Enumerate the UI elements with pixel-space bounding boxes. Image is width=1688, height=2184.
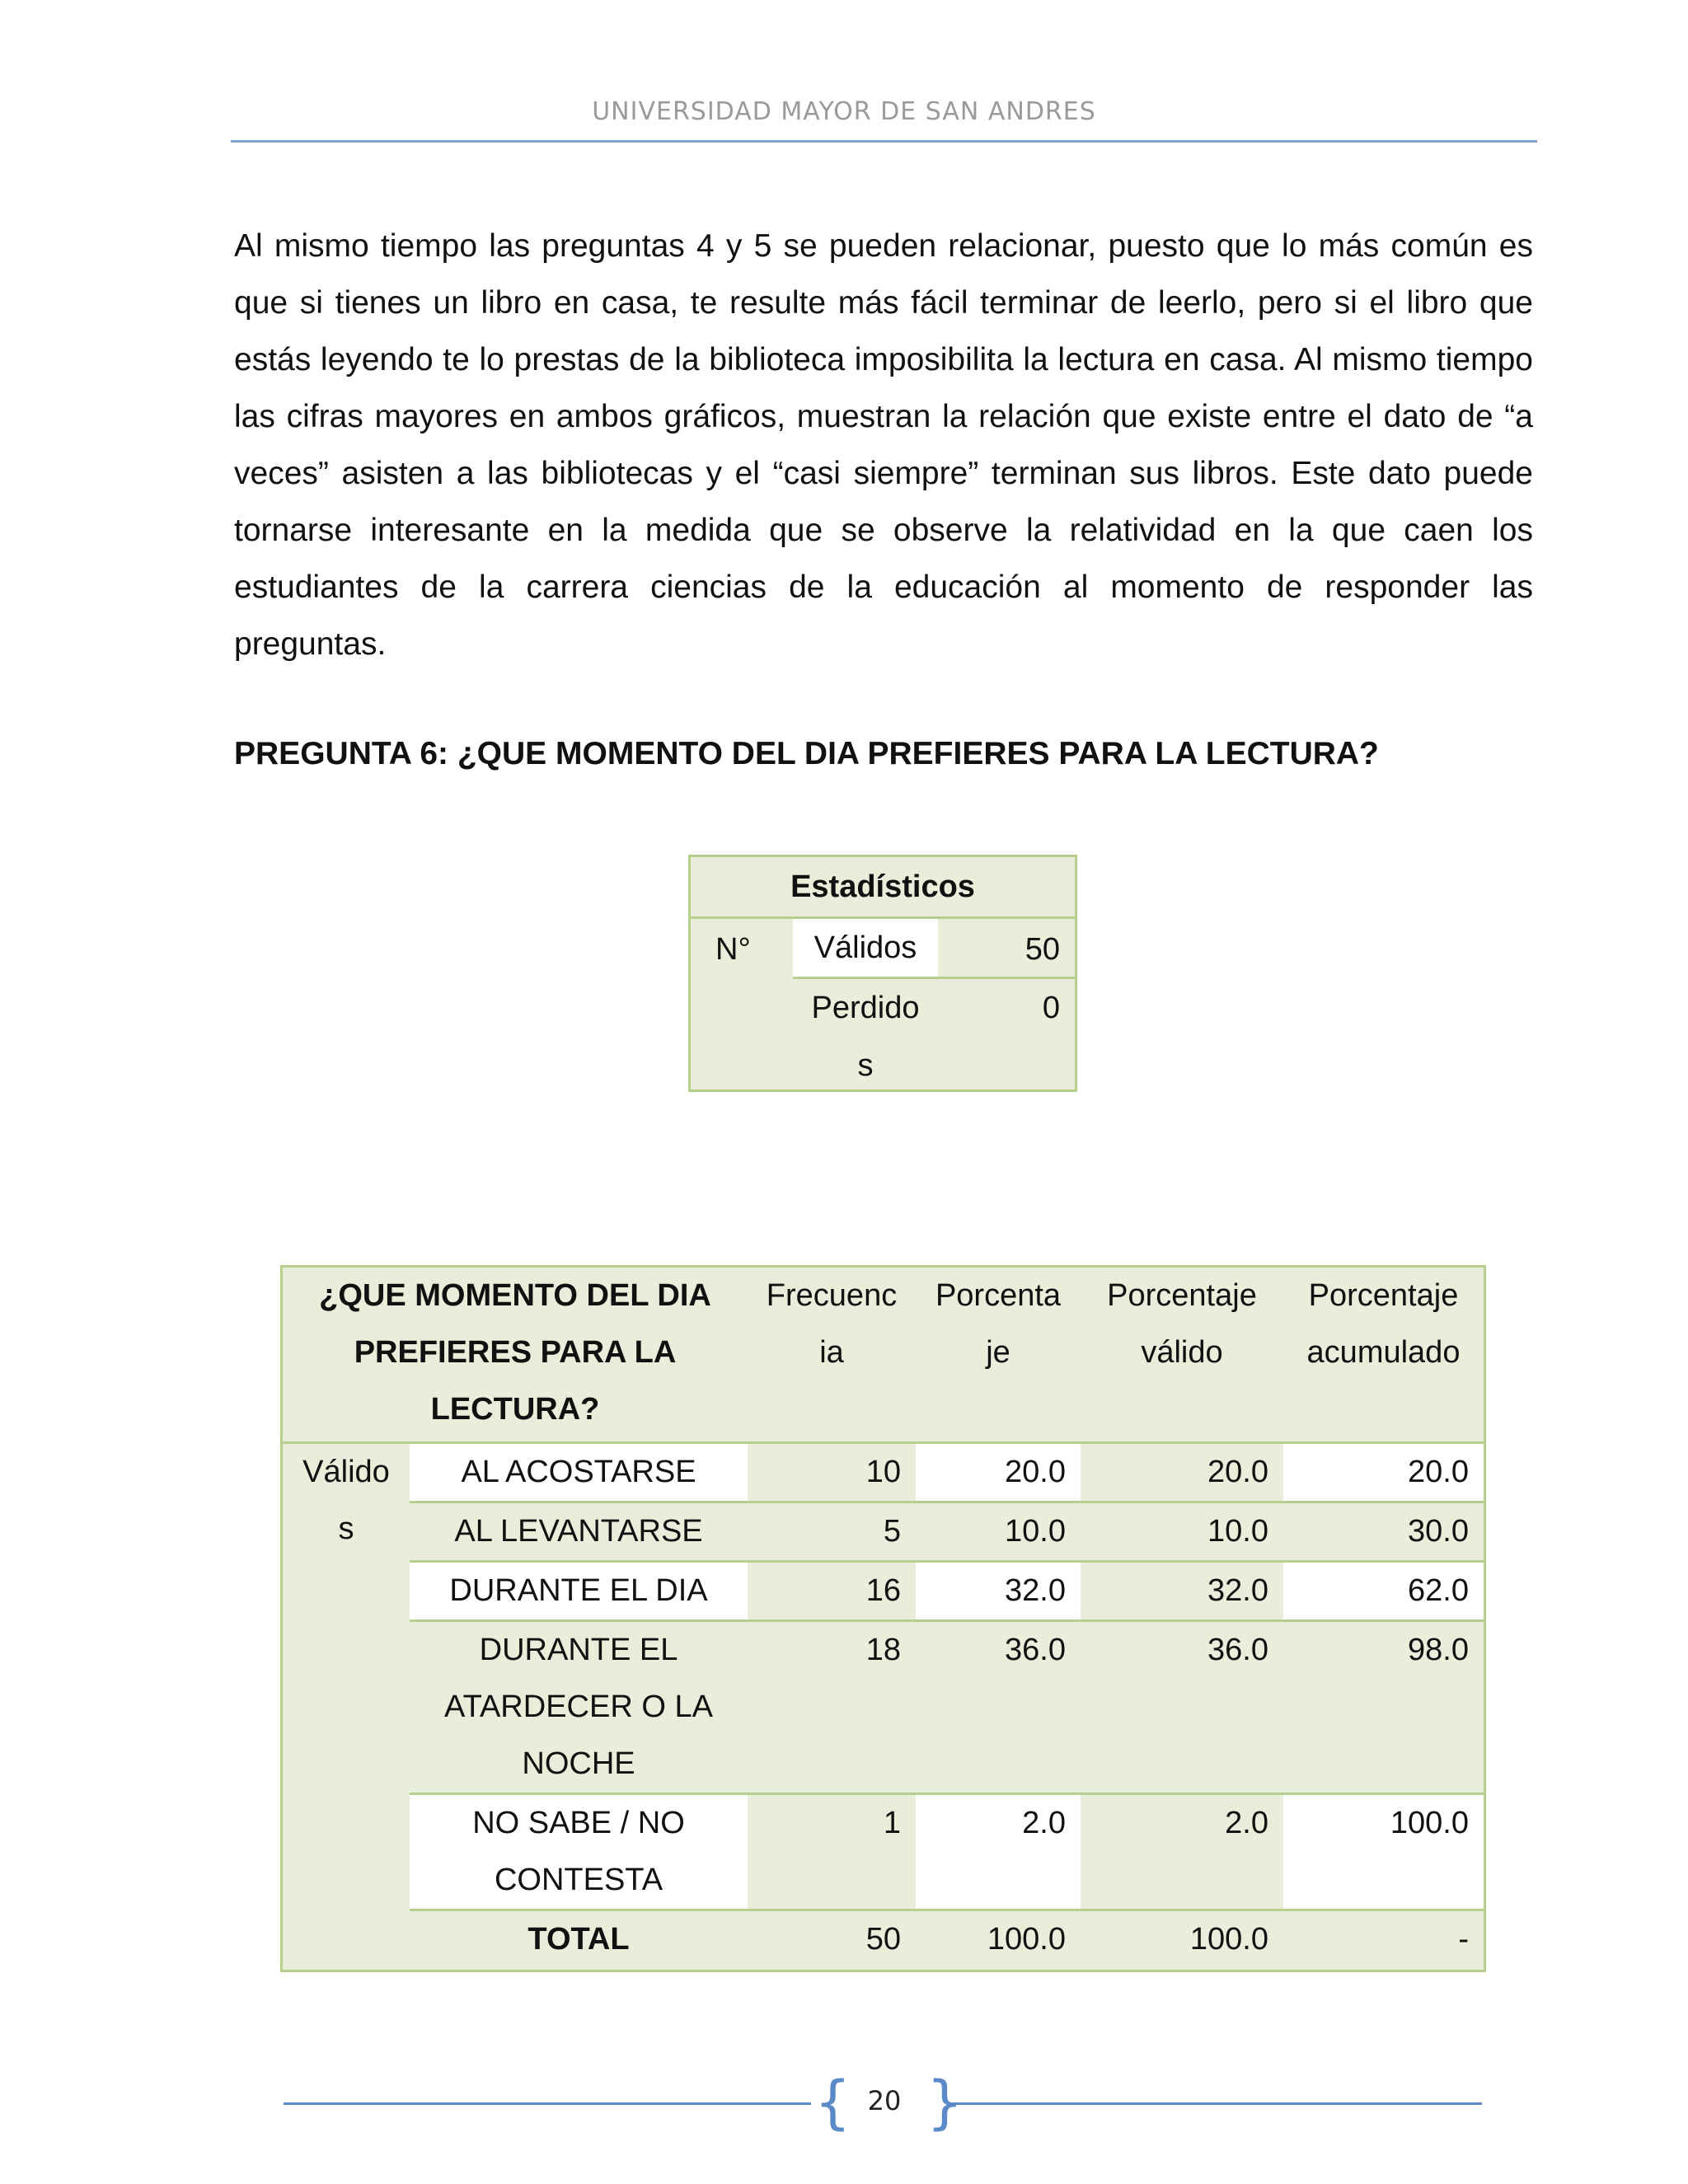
table-row-pct: 10.0	[1005, 1514, 1066, 1549]
table-row-pct: 32.0	[1005, 1573, 1066, 1608]
group-label-line2: s	[338, 1511, 354, 1546]
header-percent-line1: Porcenta	[935, 1278, 1062, 1313]
table-row-label: DURANTE EL DIA	[449, 1573, 708, 1608]
total-pct: 100.0	[987, 1922, 1066, 1957]
table-row-valid: 20.0	[1207, 1455, 1268, 1489]
page-number: 20	[867, 2085, 902, 2116]
table-row-cum: 100.0	[1390, 1806, 1469, 1840]
group-label	[283, 1444, 410, 1558]
table-row-label	[410, 1622, 748, 1793]
header-valid-percent	[1081, 1268, 1283, 1381]
table-row-freq: 18	[865, 1633, 901, 1667]
total-cum: -	[1458, 1922, 1469, 1957]
table-row-valid: 32.0	[1207, 1573, 1268, 1608]
header-cumulative-percent	[1283, 1268, 1484, 1381]
left-brace-icon: {	[814, 2069, 851, 2136]
right-brace-icon: }	[926, 2069, 964, 2136]
stats-valid-value: 50	[1025, 932, 1060, 967]
table-row-valid: 10.0	[1207, 1514, 1268, 1549]
header-question-line3: LECTURA?	[430, 1392, 600, 1427]
header-question-line2: PREFIERES PARA LA	[354, 1335, 677, 1370]
header-frequency-line2: ia	[819, 1335, 844, 1370]
header-valid-line2: válido	[1141, 1335, 1223, 1370]
table-row-cum: 30.0	[1408, 1514, 1469, 1549]
table-row-label: AL LEVANTARSE	[454, 1514, 703, 1549]
header-frequency-line1: Frecuenc	[766, 1278, 898, 1313]
stats-table	[688, 855, 1077, 1092]
stats-title: Estadísticos	[691, 857, 1075, 919]
table-row-valid: 36.0	[1207, 1633, 1268, 1667]
table-row-pct: 36.0	[1005, 1633, 1066, 1667]
row5-label-line1: NO SABE / NO	[472, 1806, 685, 1840]
header-frequency	[748, 1268, 916, 1381]
table-row-cum: 62.0	[1408, 1573, 1469, 1608]
total-label: TOTAL	[528, 1922, 630, 1957]
table-row-label	[410, 1795, 748, 1909]
header-percent	[916, 1268, 1081, 1381]
row5-label-line2: CONTESTA	[494, 1863, 663, 1897]
frequency-table	[280, 1265, 1486, 1972]
group-label-line1: Válido	[302, 1455, 390, 1489]
table-row-freq: 1	[883, 1806, 901, 1840]
header-percent-line2: je	[986, 1335, 1010, 1370]
table-row-freq: 16	[865, 1573, 901, 1608]
total-valid: 100.0	[1189, 1922, 1268, 1957]
table-row-cum: 98.0	[1408, 1633, 1469, 1667]
table-row-cum: 20.0	[1408, 1455, 1469, 1489]
row4-label-line2: ATARDECER O LA	[444, 1690, 713, 1724]
footer-rule-left	[284, 2102, 811, 2105]
row4-label-line3: NOCHE	[522, 1746, 635, 1781]
header-question-line1: ¿QUE MOMENTO DEL DIA	[319, 1278, 711, 1313]
question-heading: PREGUNTA 6: ¿QUE MOMENTO DEL DIA PREFIERES PARA LA LECTURA?	[234, 736, 1379, 771]
table-row-freq: 5	[883, 1514, 901, 1549]
header-rule	[231, 140, 1537, 143]
stats-lost-label	[793, 979, 938, 1094]
table-row-valid: 2.0	[1225, 1806, 1268, 1840]
total-freq: 50	[865, 1922, 901, 1957]
table-row-pct: 20.0	[1005, 1455, 1066, 1489]
body-paragraph: Al mismo tiempo las preguntas 4 y 5 se pueden relacionar, puesto que lo más común es que si tienes un libro en casa, te resulte más fácil terminar de leerlo, pero si el libro que estás leyendo te lo prestas de la biblioteca imposibilita la lectura en casa. Al mismo tiempo las cifras mayores en ambos gráficos, muestran la relación que existe entre el dato de “a veces” asisten a las bibliotecas y el “casi siempre” terminan sus libros. Este dato puede tornarse interesante en la medida que se observe la relatividad en la que caen los estudiantes de la carrera ciencias de la educación al momento de responder las preguntas.	[234, 228, 1533, 662]
row4-label-line1: DURANTE EL	[479, 1633, 678, 1667]
footer-rule-right	[946, 2102, 1482, 2105]
page-header: UNIVERSIDAD MAYOR DE SAN ANDRES	[592, 97, 1096, 126]
header-cum-line1: Porcentaje	[1308, 1278, 1459, 1313]
stats-lost-value: 0	[1042, 991, 1060, 1025]
stats-valid-label: Válidos	[793, 919, 938, 977]
table-row-pct: 2.0	[1022, 1806, 1066, 1840]
stats-lost-label-line1: Perdido	[811, 991, 920, 1025]
stats-lost-label-line2: s	[857, 1048, 874, 1083]
header-question	[283, 1268, 748, 1438]
table-row-label: AL ACOSTARSE	[461, 1455, 696, 1489]
table-row-freq: 10	[865, 1455, 901, 1489]
header-valid-line1: Porcentaje	[1107, 1278, 1257, 1313]
header-cum-line2: acumulado	[1306, 1335, 1461, 1370]
stats-n-label: N°	[715, 932, 751, 967]
